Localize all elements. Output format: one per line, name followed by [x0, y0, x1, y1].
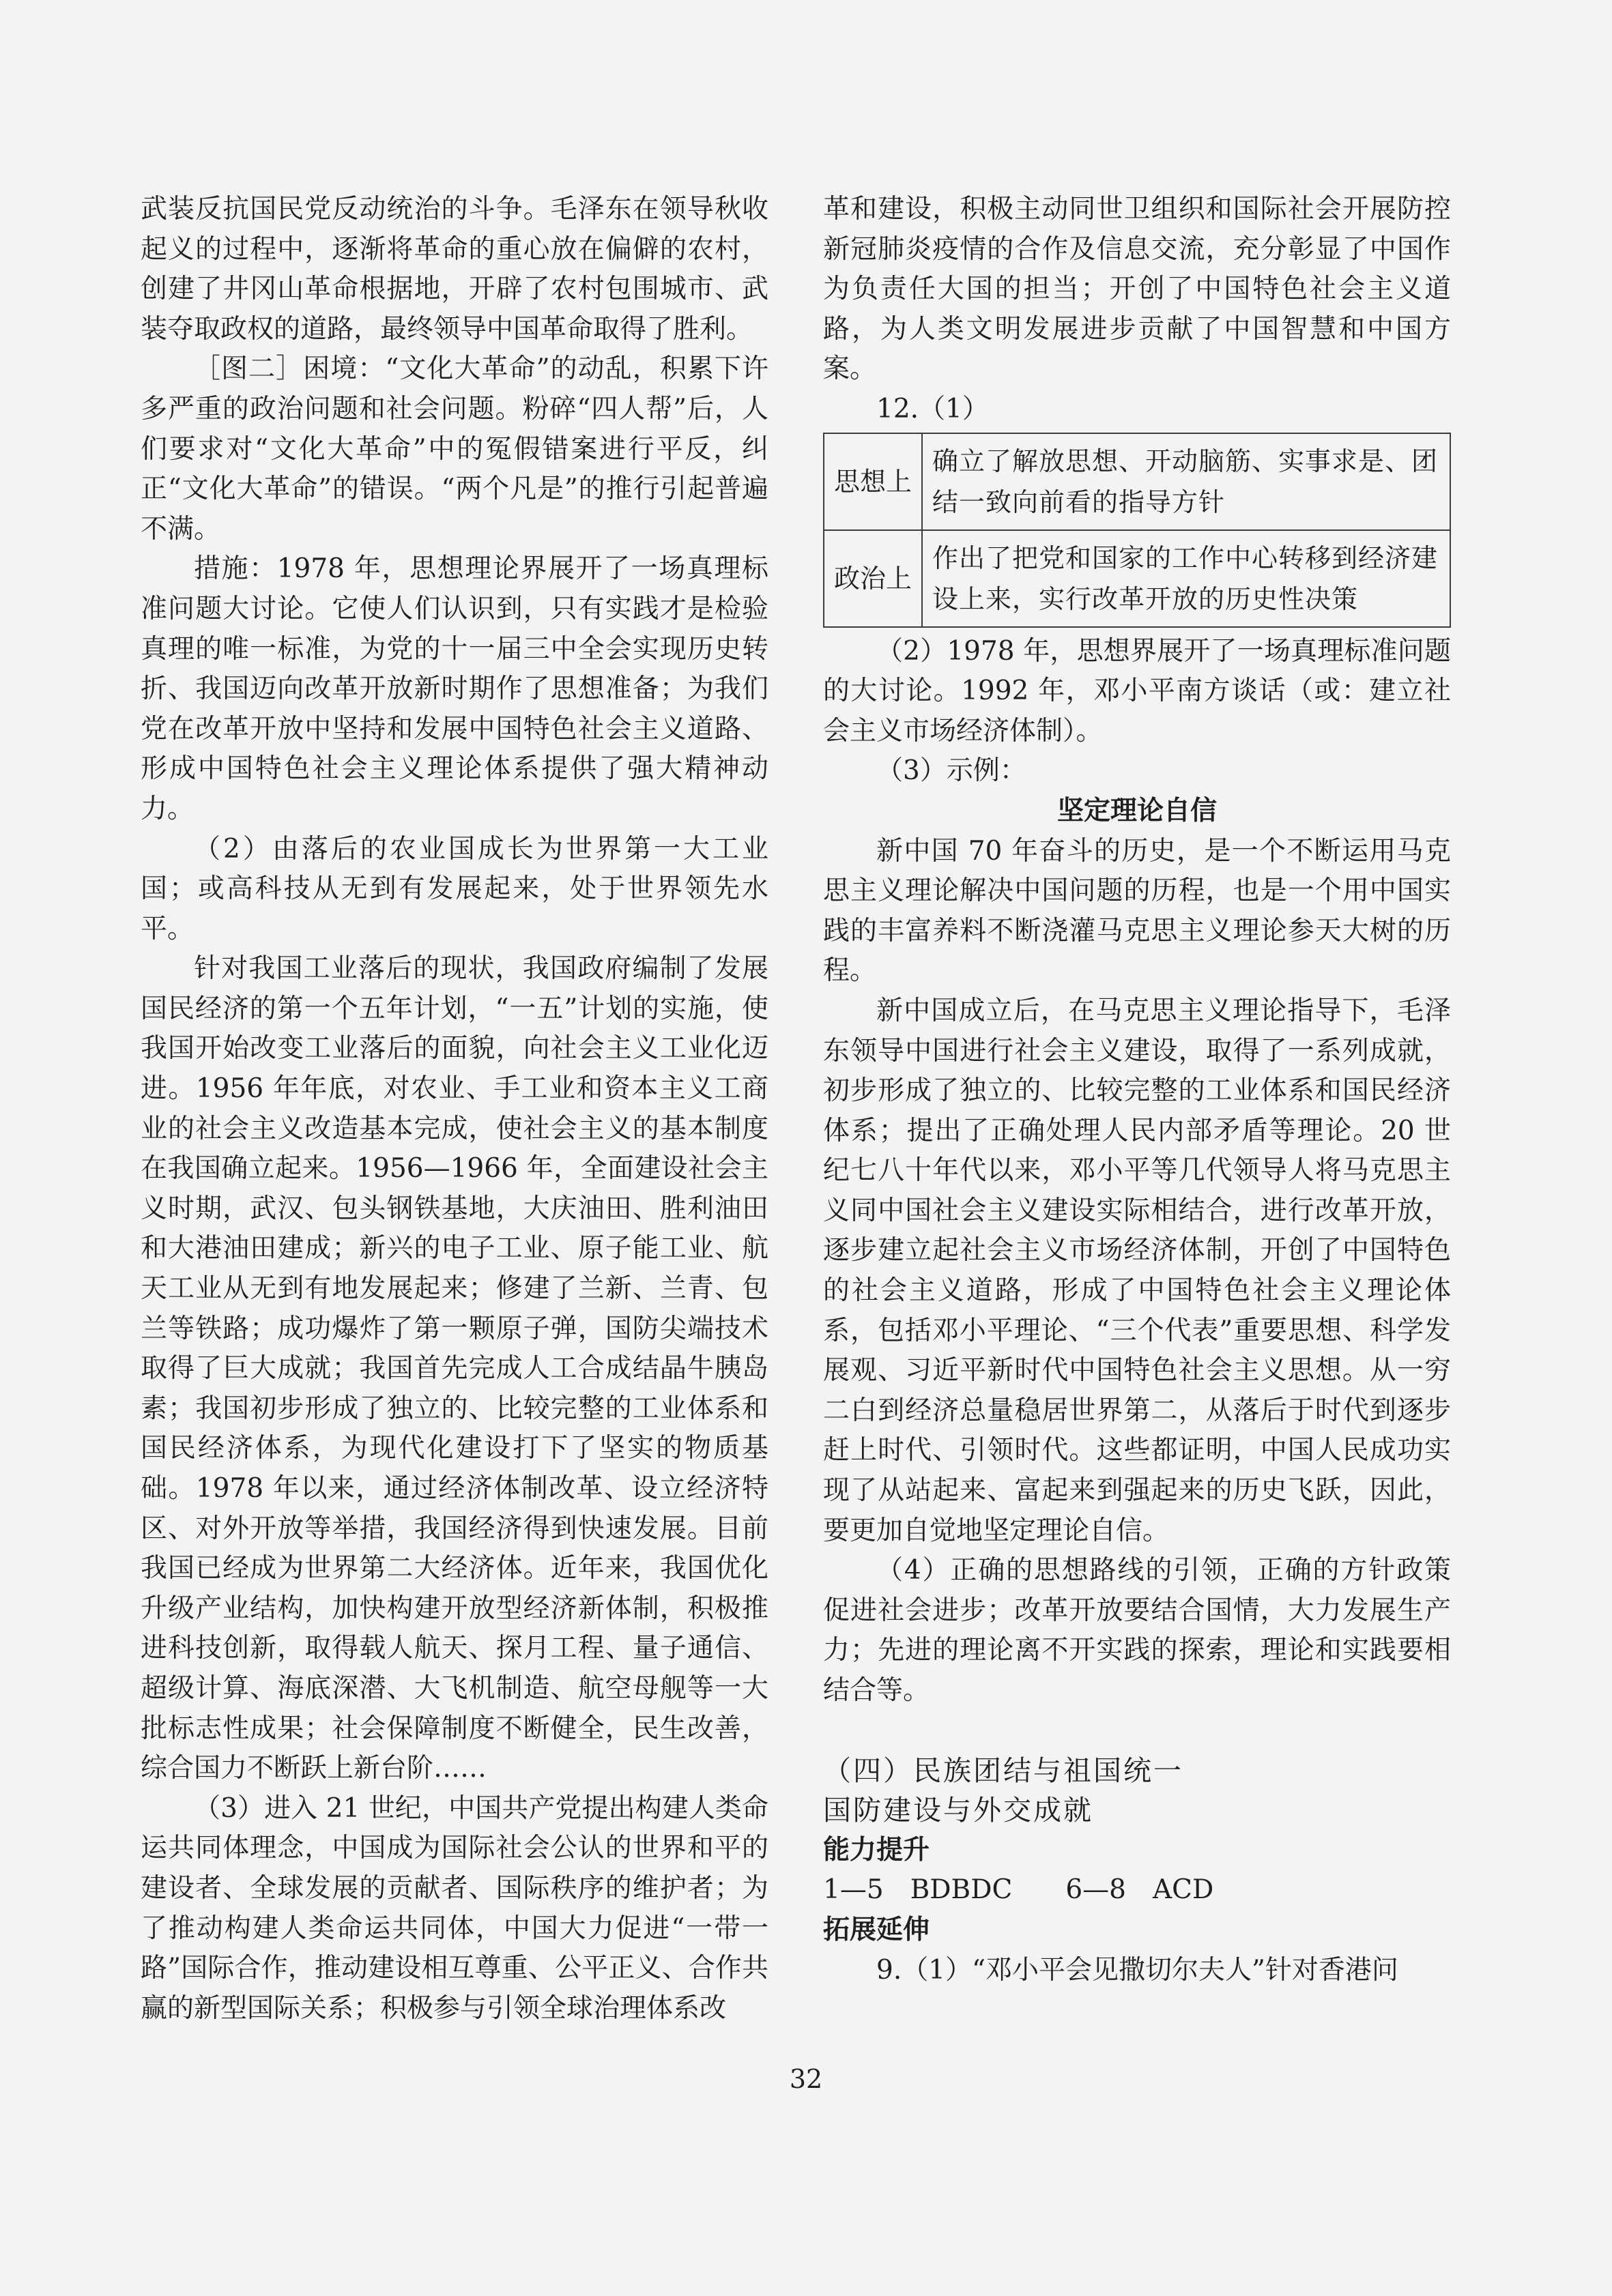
table-row [824, 433, 1450, 530]
ability-heading: 能力提升 [823, 1834, 930, 1865]
paragraph-figure-two: ［图二］困境：“文化大革命”的动乱，积累下许多严重的政治问题和社会问题。粉碎“四人帮”后，人们要求对“文化大革命”中的冤假错案进行平反，纠正“文化大革命”的错误。“两个凡是”的推行引起普遍不满。 [141, 353, 768, 544]
essay-paragraph: 新中国 70 年奋斗的历史，是一个不断运用马克思主义理论解决中国问题的历程，也是一个用中国实践的丰富养料不断浇灌马克思主义理论参天大树的历程。 [823, 835, 1451, 987]
paragraph-measures: 措施：1978 年，思想理论界展开了一场真理标准问题大讨论。它使人们认识到，只有实践才是检验真理的唯一标准，为党的十一届三中全会实现历史转折、我国迈向改革开放新时期作了思想准备；为我们党在改革开放中坚持和发展中国特色社会主义道路、形成中国特色社会主义理论体系提供了强大精神动力。 [141, 553, 768, 824]
table-row-content: 作出了把党和国家的工作中心转移到经济建设上来，实行改革开放的历史性决策 [922, 530, 1450, 627]
essay-title: 坚定理论自信 [1056, 795, 1217, 826]
paragraph-continuation-right: 革和建设，积极主动同世卫组织和国际社会开展防控新冠肺炎疫情的合作及信息交流，充分彰显了中国作为负责任大国的担当；开创了中国特色社会主义道路，为人类文明发展进步贡献了中国智慧和中国方案。 [823, 194, 1451, 385]
question-12-label: 12.（1） [876, 393, 989, 424]
question-9-start: 9.（1）“邓小平会见撒切尔夫人”针对香港问 [876, 1954, 1398, 1986]
right-column [823, 190, 1451, 1990]
paragraph-continuation-left: 武装反抗国民党反动统治的斗争。毛泽东在领导秋收起义的过程中，逐渐将革命的重心放在偏僻的农村，创建了井冈山革命根据地，开辟了农村包围城市、武装夺取政权的道路，最终领导中国革命取得了胜利。 [141, 194, 768, 345]
ability-answers: 1—5 BDBDC 6—8 ACD [823, 1874, 1214, 1906]
answer-table [823, 433, 1451, 628]
section-title-line2: 国防建设与外交成就 [823, 1794, 1093, 1827]
paragraph-q12-2: （2）1978 年，思想界展开了一场真理标准问题的大讨论。1992 年，邓小平南方谈话（或：建立社会主义市场经济体制）。 [823, 635, 1451, 746]
page-number: 32 [789, 2064, 823, 2094]
essay-paragraph: 新中国成立后，在马克思主义理论指导下，毛泽东领导中国进行社会主义建设，取得了一系列成就，初步形成了独立的、比较完整的工业体系和国民经济体系；提出了正确处理人民内部矛盾等理论。20 世纪七八十年代以来，邓小平等几代领导人将马克思主义同中国社会主义建设实际相结合，进行改革开放，逐步建立起社会主义市场经济体制，开创了中国特色的社会主义道路，形成了中国特色社会主义理论体系，包括邓小平理论、“三个代表”重要思想、科学发展观、习近平新时代中国特色社会主义思想。从一穷二白到经济总量稳居世界第二，从落后于时代到逐步赶上时代、引领时代。这些都证明，中国人民成功实现了从站起来、富起来到强起来的历史飞跃，因此，要更加自觉地坚定理论自信。 [823, 995, 1451, 1546]
left-column [141, 190, 768, 2029]
section-title-line1: （四）民族团结与祖国统一 [823, 1754, 1183, 1787]
table-row-content: 确立了解放思想、开动脑筋、实事求是、团结一致向前看的指导方针 [922, 433, 1450, 530]
table-row-heading: 政治上 [824, 530, 922, 627]
extension-heading: 拓展延伸 [823, 1914, 930, 1945]
table-row [824, 530, 1450, 627]
paragraph-industry: 针对我国工业落后的现状，我国政府编制了发展国民经济的第一个五年计划，“一五”计划的实施，使我国开始改变工业落后的面貌，向社会主义工业化迈进。1956 年年底，对农业、手工业和资本主义工商业的社会主义改造基本完成，使社会主义的基本制度在我国确立起来。1956—1966 年，全面建设社会主义时期，武汉、包头钢铁基地，大庆油田、胜利油田和大港油田建成；新兴的电子工业、原子能工业、航天工业从无到有地发展起来；修建了兰新、兰青、包兰等铁路；成功爆炸了第一颗原子弹，国防尖端技术取得了巨大成就；我国首先完成人工合成结晶牛胰岛素；我国初步形成了独立的、比较完整的工业体系和国民经济体系，为现代化建设打下了坚实的物质基础。1978 年以来，通过经济体制改革、设立经济特区、对外开放等举措，我国经济得到快速发展。目前我国已经成为世界第二大经济体。近年来，我国优化升级产业结构，加快构建开放型经济新体制，积极推进科技创新，取得载人航天、探月工程、量子通信、超级计算、海底深潜、大飞机制造、航空母舰等一大批标志性成果；社会保障制度不断健全，民生改善，综合国力不断跃上新台阶…… [141, 953, 768, 1784]
paragraph-q3: （3）进入 21 世纪，中国共产党提出构建人类命运共同体理念，中国成为国际社会公认的世界和平的建设者、全球发展的贡献者、国际秩序的维护者；为了推动构建人类命运共同体，中国大力促进“一带一路”国际合作，推动建设相互尊重、公平正义、合作共赢的新型国际关系；积极参与引领全球治理体系改 [141, 1792, 768, 2024]
table-row-heading: 思想上 [824, 433, 922, 530]
paragraph-q12-3: （3）示例： [876, 755, 1026, 787]
paragraph-q12-4: （4）正确的思想路线的引领，正确的方针政策促进社会进步；改革开放要结合国情，大力发展生产力；先进的理论离不开实践的探索，理论和实践要相结合等。 [823, 1555, 1451, 1706]
paragraph-q2: （2）由落后的农业国成长为世界第一大工业国；或高科技从无到有发展起来，处于世界领先水平。 [141, 833, 768, 944]
